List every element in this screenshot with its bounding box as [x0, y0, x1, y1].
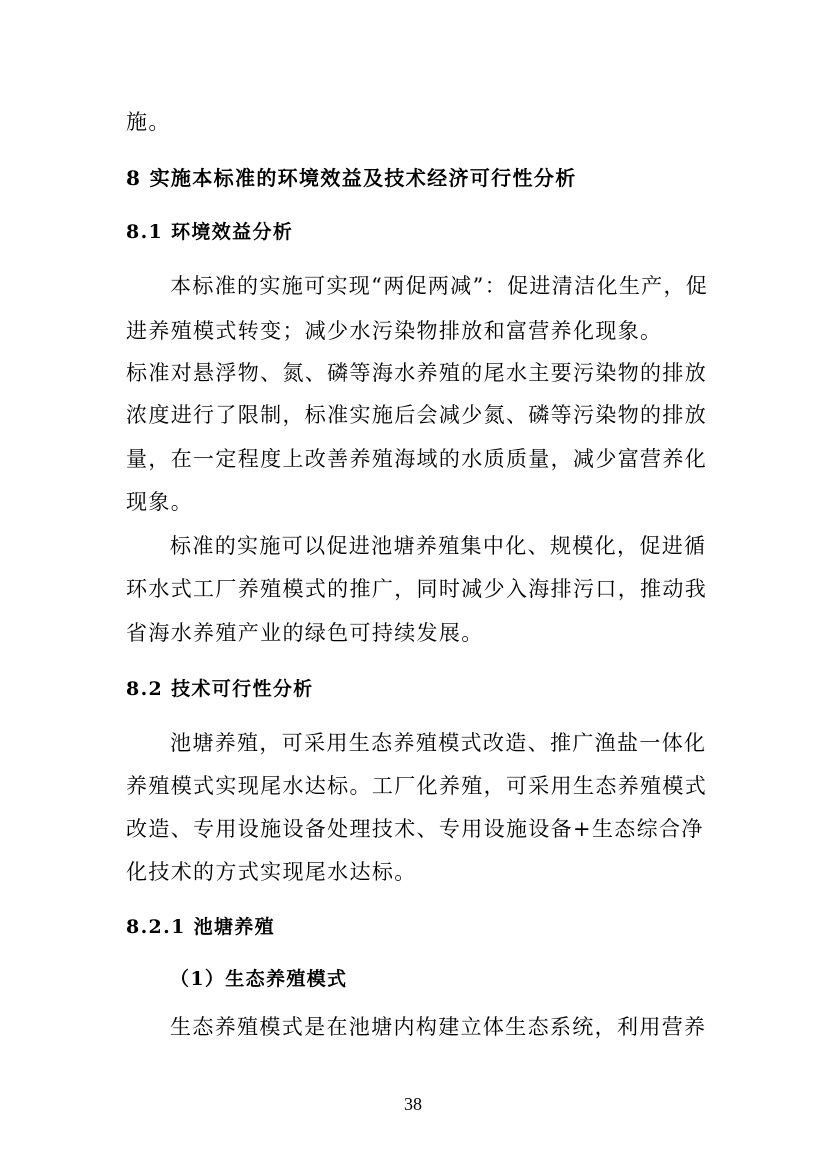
- paragraph-line: 省海水养殖产业的绿色可持续发展。: [126, 621, 484, 645]
- paragraph-line: 池塘养殖，可采用生态养殖模式改造、推广渔盐一体化: [170, 731, 707, 755]
- section-heading-8-2: 8.2 技术可行性分析: [126, 678, 314, 700]
- subsection-heading: （1）生态养殖模式: [170, 968, 348, 990]
- paragraph-line: 养殖模式实现尾水达标。工厂化养殖，可采用生态养殖模式: [126, 774, 708, 798]
- section-heading-8-1: 8.1 环境效益分析: [126, 221, 294, 243]
- paragraph-line: 量，在一定程度上改善养殖海域的水质质量，减少富营养化: [126, 447, 708, 471]
- paragraph-line: 标准的实施可以促进池塘养殖集中化、规模化，促进循: [170, 534, 707, 558]
- paragraph-line: 环水式工厂养殖模式的推广，同时减少入海排污口，推动我: [126, 577, 708, 601]
- paragraph-line: 现象。: [126, 490, 194, 514]
- paragraph-line: 进养殖模式转变；减少水污染物排放和富营养化现象。: [126, 319, 663, 343]
- paragraph-line: 施。: [126, 110, 171, 134]
- paragraph-line: 标准对悬浮物、氮、磷等海水养殖的尾水主要污染物的排放: [126, 361, 708, 385]
- paragraph-line: 生态养殖模式是在池塘内构建立体生态系统，利用营养: [170, 1015, 707, 1039]
- paragraph-line: 改造、专用设施设备处理技术、专用设施设备+生态综合净: [126, 817, 704, 841]
- section-heading-8-2-1: 8.2.1 池塘养殖: [126, 916, 276, 938]
- page-number: 38: [404, 1094, 422, 1114]
- paragraph-line: 本标准的实施可实现“两促两减”：促进清洁化生产，促: [170, 274, 709, 298]
- section-heading-8: 8 实施本标准的环境效益及技术经济可行性分析: [126, 166, 577, 190]
- paragraph-line: 浓度进行了限制，标准实施后会减少氮、磷等污染物的排放: [126, 403, 708, 427]
- paragraph-line: 化技术的方式实现尾水达标。: [126, 860, 417, 884]
